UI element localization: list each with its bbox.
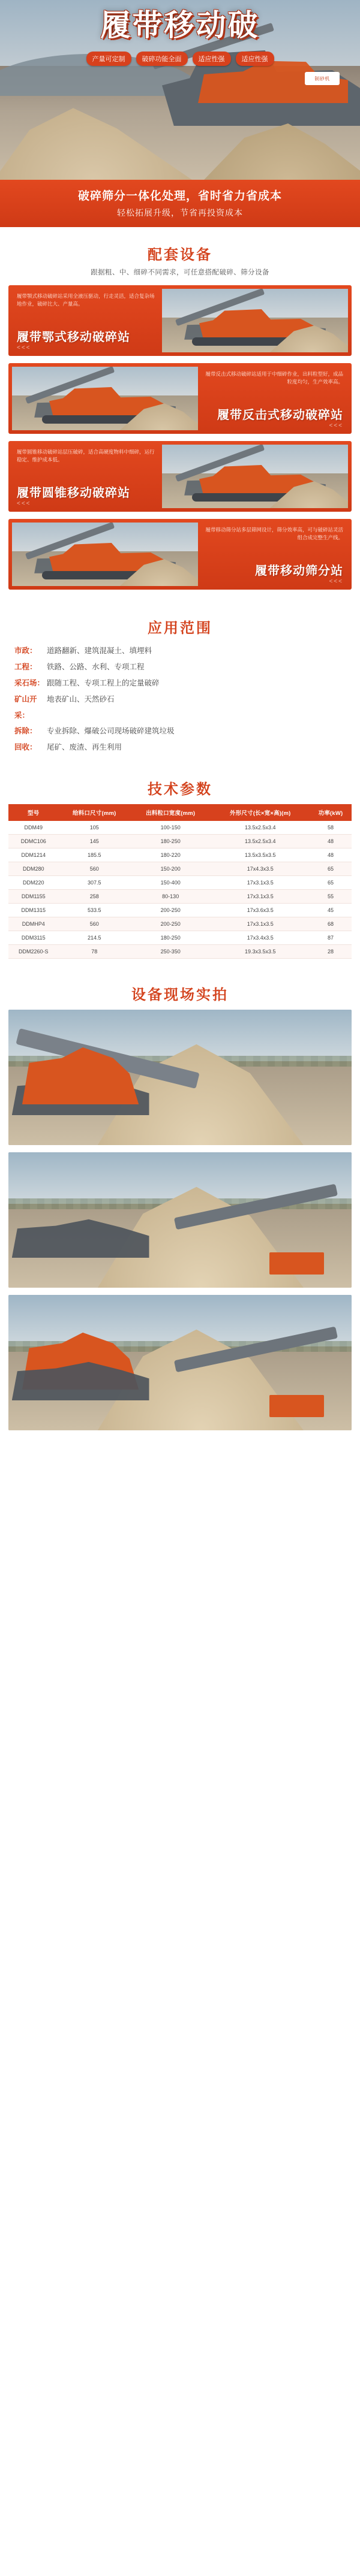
table-cell: 17x3.4x3.5 (211, 931, 310, 945)
chevron-right-icon: <<< (329, 578, 343, 585)
table-cell: DDM1214 (8, 848, 59, 862)
table-cell: 78 (59, 945, 130, 959)
equipment-photo (162, 445, 348, 508)
table-cell: 200-250 (130, 904, 211, 917)
spec-table-wrapper (0, 802, 360, 967)
table-cell: DDM1155 (8, 890, 59, 904)
table-cell: 13.5x3.5x3.5 (211, 848, 310, 862)
equipment-blurb: 履带颚式移动破碎站采用全液压驱动，行走灵活，适合复杂场地作业，破碎比大、产量高。 (17, 293, 155, 307)
table-cell: 560 (59, 917, 130, 931)
site-photo[interactable] (8, 1295, 352, 1430)
equipment-blurb: 履带圆锥移动破碎站层压破碎，适合高硬度物料中细碎，运行稳定、维护成本低。 (17, 449, 155, 463)
table-row (8, 835, 352, 848)
table-header-cell: 功率(kW) (310, 804, 352, 821)
site-photo-gallery (0, 1007, 360, 1453)
table-cell: DDM220 (8, 876, 59, 890)
table-cell: 58 (310, 821, 352, 835)
table-cell: DDM280 (8, 862, 59, 876)
table-cell: 145 (59, 835, 130, 848)
table-cell: 19.3x3.5x3.5 (211, 945, 310, 959)
chevron-left-icon: <<< (17, 500, 31, 507)
equipment-card[interactable] (8, 285, 352, 356)
table-header-cell: 外形尺寸(长×宽×高)(m) (211, 804, 310, 821)
table-cell: 560 (59, 862, 130, 876)
page-title: 履带移动破 (100, 8, 260, 42)
table-cell: 13.5x2.5x3.4 (211, 835, 310, 848)
application-item (14, 659, 346, 675)
application-key: 市政： (14, 647, 37, 655)
table-cell: 180-220 (130, 848, 211, 862)
equipment-photo (12, 367, 198, 430)
equipment-label: 履带反击式移动破碎站 (217, 409, 343, 422)
table-cell: 180-250 (130, 931, 211, 945)
hero-machine-logo: 制砂机 (305, 72, 340, 85)
application-value: 铁路、公路、水利、专项工程 (47, 662, 145, 671)
equipment-card[interactable] (8, 363, 352, 434)
table-cell: 48 (310, 848, 352, 862)
application-item (14, 739, 346, 756)
application-value: 专业拆除、爆破公司现场破碎建筑垃圾 (47, 727, 175, 736)
table-cell: DDM49 (8, 821, 59, 835)
table-cell: 150-400 (130, 876, 211, 890)
hero-tag: 产量可定制 (86, 52, 131, 66)
site-photo[interactable] (8, 1152, 352, 1288)
section-title-specs: 技术参数 (148, 781, 212, 798)
application-value: 道路翻新、建筑混凝土、填埋料 (47, 647, 152, 655)
equipment-card[interactable] (8, 519, 352, 590)
table-cell: 65 (310, 876, 352, 890)
application-value: 地表矿山、天然砂石 (47, 694, 115, 703)
table-cell: 48 (310, 835, 352, 848)
chevron-left-icon: <<< (17, 345, 31, 351)
application-list (0, 641, 360, 762)
table-cell: 17x4.3x3.5 (211, 862, 310, 876)
table-cell: 185.5 (59, 848, 130, 862)
equipment-photo (12, 523, 198, 586)
table-cell: 80-130 (130, 890, 211, 904)
hero-tag: 破碎功能全面 (136, 52, 188, 66)
value-proposition-banner (0, 180, 360, 227)
table-row (8, 821, 352, 835)
table-cell: 533.5 (59, 904, 130, 917)
hero-tag: 适应性强 (193, 52, 231, 66)
application-value: 跟随工程、专项工程上的定量破碎 (47, 678, 160, 687)
application-key: 回收： (14, 743, 37, 752)
application-item (14, 691, 346, 724)
hero-text-block (0, 8, 360, 43)
table-cell: 55 (310, 890, 352, 904)
table-cell: 68 (310, 917, 352, 931)
banner-line-1: 破碎筛分一体化处理，省时省力省成本 (77, 190, 282, 203)
table-cell: 214.5 (59, 931, 130, 945)
table-cell: 87 (310, 931, 352, 945)
equipment-card[interactable] (8, 441, 352, 512)
table-cell: DDM3115 (8, 931, 59, 945)
table-cell: DDMC106 (8, 835, 59, 848)
table-cell: 105 (59, 821, 130, 835)
equipment-blurb: 履带反击式移动破碎站适用于中细碎作业，出料粒型好，成品粒度均匀，生产效率高。 (205, 371, 343, 385)
table-cell: 307.5 (59, 876, 130, 890)
table-cell: DDM1315 (8, 904, 59, 917)
section-title-gallery: 设备现场实拍 (131, 987, 229, 1004)
application-item (14, 675, 346, 691)
application-key: 工程： (14, 662, 37, 671)
equipment-card-list (0, 284, 360, 600)
table-row (8, 931, 352, 945)
application-item (14, 723, 346, 739)
table-row (8, 945, 352, 959)
table-cell: 17x3.1x3.5 (211, 890, 310, 904)
table-row (8, 876, 352, 890)
table-cell: 100-150 (130, 821, 211, 835)
table-cell: 65 (310, 862, 352, 876)
banner-line-2: 轻松拓展升级，节省再投资成本 (117, 208, 243, 218)
table-header-cell: 给料口尺寸(mm) (59, 804, 130, 821)
table-header-cell: 型号 (8, 804, 59, 821)
table-cell: DDM2260-S (8, 945, 59, 959)
spec-table (8, 804, 352, 959)
table-row (8, 862, 352, 876)
table-cell: 17x3.1x3.5 (211, 876, 310, 890)
table-cell: 258 (59, 890, 130, 904)
equipment-label: 履带移动筛分站 (255, 564, 343, 578)
application-item (14, 643, 346, 659)
table-row (8, 890, 352, 904)
section-desc-equipment: 跟据粗、中、细碎不同需求，可任意搭配破碎、筛分设备 (91, 269, 269, 276)
application-key: 矿山开采： (14, 694, 37, 720)
section-title-application: 应用范围 (148, 620, 212, 636)
application-key: 拆除： (14, 727, 37, 736)
table-cell: DDMHP4 (8, 917, 59, 931)
hero-banner (0, 0, 360, 180)
table-cell: 180-250 (130, 835, 211, 848)
table-row (8, 917, 352, 931)
table-cell: 150-200 (130, 862, 211, 876)
equipment-photo (162, 289, 348, 352)
table-row (8, 848, 352, 862)
table-cell: 45 (310, 904, 352, 917)
table-header-row (8, 804, 352, 821)
table-cell: 17x3.1x3.5 (211, 917, 310, 931)
table-cell: 250-350 (130, 945, 211, 959)
application-value: 尾矿、废渣、再生利用 (47, 743, 122, 752)
application-key: 采石场： (14, 678, 45, 687)
site-photo[interactable] (8, 1010, 352, 1145)
equipment-blurb: 履带移动筛分站多层筛网设计，筛分效率高，可与破碎站灵活组合成完整生产线。 (205, 527, 343, 540)
hero-tag-list (0, 52, 360, 66)
equipment-label: 履带鄂式移动破碎站 (17, 331, 130, 344)
table-header-cell: 出料粒口宽度(mm) (130, 804, 211, 821)
table-cell: 17x3.6x3.5 (211, 904, 310, 917)
chevron-right-icon: <<< (329, 422, 343, 429)
equipment-label: 履带圆锥移动破碎站 (17, 487, 130, 500)
table-cell: 13.5x2.5x3.4 (211, 821, 310, 835)
table-cell: 28 (310, 945, 352, 959)
table-row (8, 904, 352, 917)
section-title-equipment: 配套设备 (148, 247, 212, 263)
table-cell: 200-250 (130, 917, 211, 931)
hero-tag: 适应性强 (236, 52, 274, 66)
